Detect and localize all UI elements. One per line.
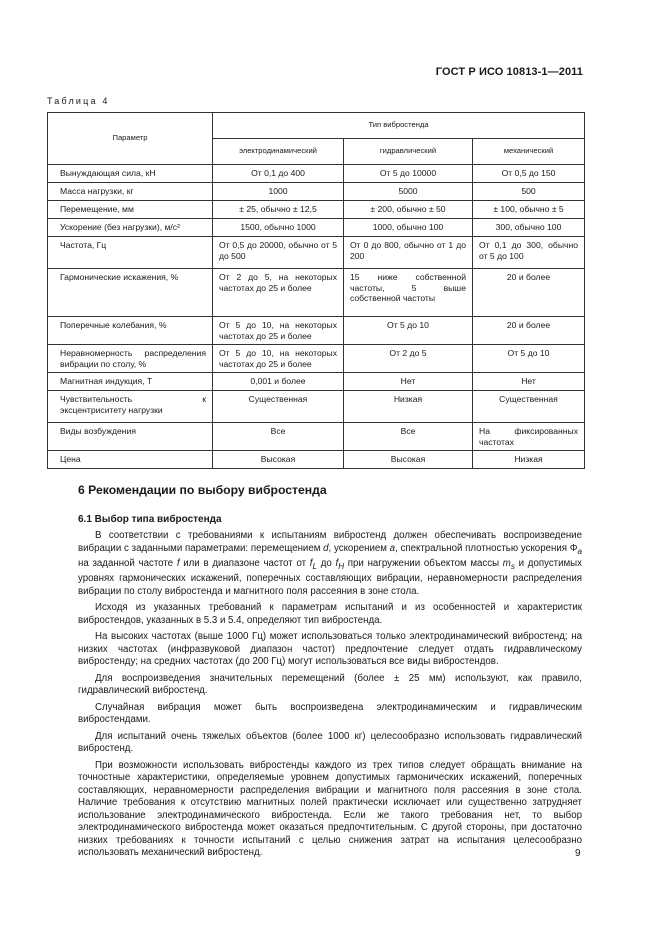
value-cell: Существенная (213, 391, 344, 423)
value-cell: Существенная (473, 391, 585, 423)
param-cell: Вынуждающая сила, кН (48, 165, 213, 183)
section-title: 6 Рекомендации по выбору вибростенда (78, 483, 327, 497)
table-row (48, 345, 585, 373)
value-cell: От 5 до 10 (473, 345, 585, 373)
param-cell: Магнитная индукция, Т (48, 373, 213, 391)
value-cell: Нет (473, 373, 585, 391)
value-cell: От 5 до 10, на некоторых частотах до 25 и более (213, 317, 344, 345)
value-cell: От 5 до 10, на некоторых частотах до 25 и более (213, 345, 344, 373)
value-cell: От 0 до 800, обычно от 1 до 200 (344, 237, 473, 269)
paragraph-3: На высоких частотах (выше 1000 Гц) может использоваться только электродинамический вибростенд; на низких частотах (инфразвуковой диапазон частот) предпочтение следует отдать гидравлическому вибростенду; на средних частотах (до 200 Гц) могут использоваться все виды вибростендов. (78, 631, 582, 668)
value-cell: 15 ниже собственной частоты, 5 выше собственной частоты (344, 269, 473, 317)
paragraph-1: В соответствии с требованиями к испытаниям вибростенд должен обеспечивать воспроизведение вибрации с заданными параметрами: перемещением d, ускорением a, спектральной плотностью ускорения $\Phi_a$ на заданной частоте f или в диапазоне частот от $f_L$ до $f_H$ при нагружении объектом массы $m_s$ и допустимых уровнях гармонических искажений, поперечных составляющих вибрации, неравномерности распределения вибрации по столу вибростенда и магнитного поля рассеяния в зоне стола. (78, 530, 582, 597)
table-row (48, 269, 585, 317)
value-cell: ± 25, обычно ± 12,5 (213, 201, 344, 219)
subsection-title: 6.1 Выбор типа вибростенда (78, 514, 222, 525)
value-cell: От 0,1 до 300, обычно от 5 до 100 (473, 237, 585, 269)
value-cell: Все (213, 423, 344, 451)
col-header-electrodynamic: электродинамический (213, 139, 344, 165)
value-cell: 300, обычно 100 (473, 219, 585, 237)
param-cell: Чувствительность к эксцентриситету нагрузки (48, 391, 213, 423)
paragraph-2: Исходя из указанных требований к параметрам испытаний и из особенностей и характеристик вибростендов, указанных в 5.3 и 5.4, определяют тип вибростенда. (78, 602, 582, 626)
value-cell: Низкая (344, 391, 473, 423)
param-cell: Виды возбуждения (48, 423, 213, 451)
paragraph-6: Для испытаний очень тяжелых объектов (более 1000 кг) целесообразно использовать гидравлический вибростенд. (78, 730, 582, 755)
col-header-hydraulic: гидравлический (344, 139, 473, 165)
paragraph-7: При возможности использовать вибростенды каждого из трех типов следует обращать внимание на точностные характеристики, определяемые уровнем допустимых гармонических искажений, поперечных составляющих, неравномерности распределения вибрации и магнитного поля рассеяния в зоне стола. Наличие требования к отсутствию магнитных полей практически исключает или существенно затрудняет использование электродинамического вибростенда. Если же такого требования нет, то выбор электродинамического вибростенда может оказаться предпочтительным. С другой стороны, при достаточно низких требованиях к точности испытаний с целью снижения затрат на испытания целесообразно использовать механический вибростенд. (78, 759, 582, 859)
table-row (48, 183, 585, 201)
table-row (48, 317, 585, 345)
value-cell: От 0,5 до 20000, обычно от 5 до 500 (213, 237, 344, 269)
param-cell: Гармонические искажения, % (48, 269, 213, 317)
value-cell: ± 200, обычно ± 50 (344, 201, 473, 219)
table-row (48, 423, 585, 451)
param-cell: Ускорение (без нагрузки), м/с² (48, 219, 213, 237)
vibration-table (47, 112, 585, 469)
value-cell: 500 (473, 183, 585, 201)
table-caption: Таблица 4 (47, 96, 110, 106)
section-body (78, 530, 582, 864)
value-cell: 1000, обычно 100 (344, 219, 473, 237)
value-cell: Высокая (213, 451, 344, 469)
value-cell: От 5 до 10000 (344, 165, 473, 183)
document-header: ГОСТ Р ИСО 10813-1—2011 (435, 66, 583, 78)
paragraph-4: Для воспроизведения значительных перемещений (более ± 25 мм) используют, как правило, гидравлический вибростенд. (78, 672, 582, 697)
param-header: Параметр (48, 113, 213, 165)
value-cell: ± 100, обычно ± 5 (473, 201, 585, 219)
value-cell: На фиксированных частотах (473, 423, 585, 451)
value-cell: От 0,1 до 400 (213, 165, 344, 183)
param-cell: Перемещение, мм (48, 201, 213, 219)
value-cell: Высокая (344, 451, 473, 469)
param-cell: Поперечные колебания, % (48, 317, 213, 345)
value-cell: 0,001 и более (213, 373, 344, 391)
param-cell: Неравномерность распределения вибрации по столу, % (48, 345, 213, 373)
table-row (48, 237, 585, 269)
value-cell: 5000 (344, 183, 473, 201)
param-cell: Масса нагрузки, кг (48, 183, 213, 201)
table-row (48, 201, 585, 219)
col-header-mechanical: механический (473, 139, 585, 165)
value-cell: От 5 до 10 (344, 317, 473, 345)
value-cell: От 2 до 5, на некоторых частотах до 25 и более (213, 269, 344, 317)
table-row (48, 391, 585, 423)
value-cell: 1000 (213, 183, 344, 201)
page-number: 9 (575, 848, 581, 859)
value-cell: От 0,5 до 150 (473, 165, 585, 183)
type-group-header: Тип вибростенда (213, 113, 585, 139)
param-cell: Частота, Гц (48, 237, 213, 269)
table-row (48, 219, 585, 237)
value-cell: От 2 до 5 (344, 345, 473, 373)
value-cell: Низкая (473, 451, 585, 469)
value-cell: Нет (344, 373, 473, 391)
value-cell: 20 и более (473, 317, 585, 345)
value-cell: 1500, обычно 1000 (213, 219, 344, 237)
param-cell: Цена (48, 451, 213, 469)
value-cell: Все (344, 423, 473, 451)
table-row (48, 165, 585, 183)
paragraph-5: Случайная вибрация может быть воспроизведена электродинамическим и гидравлическим вибростендами. (78, 701, 582, 726)
table-row (48, 373, 585, 391)
value-cell: 20 и более (473, 269, 585, 317)
table-row (48, 451, 585, 469)
